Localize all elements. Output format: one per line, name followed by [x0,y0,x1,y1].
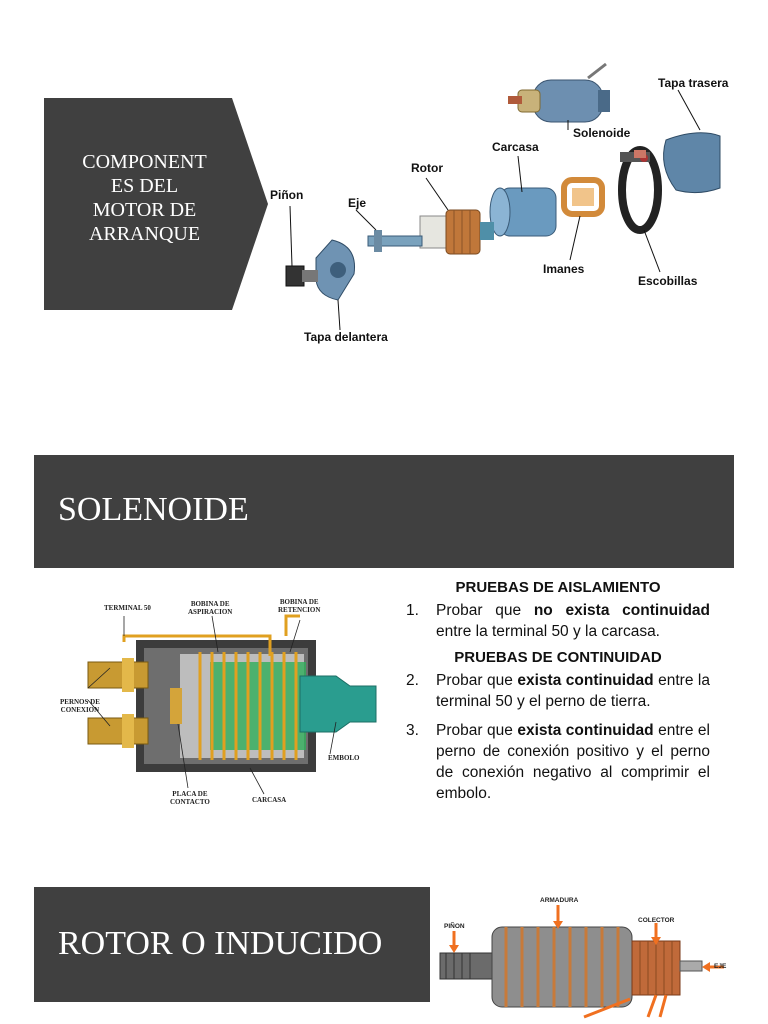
label-eje-rotor: EJE [714,963,727,970]
label-terminal-50: TERMINAL 50 [104,604,151,612]
section-title-components: COMPONENT ES DEL MOTOR DE ARRANQUE [82,151,207,245]
label-carcasa: Carcasa [492,140,539,154]
label-bobina-retencion: BOBINA DE RETENCION [278,598,321,614]
label-tapa-delantera: Tapa delantera [304,330,388,344]
front-cover-part-icon [316,240,355,300]
rotor-part-icon [420,210,494,254]
starter-motor-exploded-diagram [268,60,758,360]
housing-part-icon [490,188,556,236]
label-pinon-rotor: PIÑON [444,923,465,930]
rotor-section-banner [34,887,430,1002]
label-rotor: Rotor [411,161,443,175]
label-placa-contacto: PLACA DE CONTACTO [170,790,210,806]
solenoid-cutaway-diagram [60,596,390,818]
label-carcasa-solenoide: CARCASA [252,796,287,804]
heading-pruebas-aislamiento: PRUEBAS DE AISLAMIENTO [455,579,661,596]
test-item-2: 2. Probar que exista continuidad entre la terminal 50 y el perno de tierra. [406,672,710,710]
solenoid-tests-list [406,576,710,804]
label-eje: Eje [348,196,367,210]
label-colector: COLECTOR [638,917,675,924]
solenoid-part-icon [508,64,610,122]
label-tapa-trasera: Tapa trasera [658,76,729,90]
label-armadura: ARMADURA [540,897,579,904]
rotor-title: ROTOR O INDUCIDO [58,925,383,962]
brushes-part-icon [620,150,658,230]
pinion-part-icon [286,266,318,286]
test-item-1: 1. Probar que no exista continuidad entre la terminal 50 y la carcasa. [406,602,711,640]
label-pinon: Piñon [270,188,304,202]
solenoide-title: SOLENOIDE [58,491,249,528]
rotor-armature-diagram [434,887,734,1024]
label-bobina-aspiracion: BOBINA DE ASPIRACION [188,600,233,616]
rear-cover-part-icon [664,133,720,193]
label-escobillas: Escobillas [638,274,698,288]
label-pernos-conexion: PERNOS DE CONEXION [60,698,100,714]
magnets-part-icon [564,180,602,214]
test-item-3: 3. Probar que exista continuidad entre el perno de conexión positivo y el perno de conexión negativo al comprimir el embolo. [406,722,710,802]
label-embolo: EMBOLO [328,754,360,762]
shaft-part-icon [368,230,422,252]
label-imanes: Imanes [543,262,585,276]
solenoide-section-banner [34,455,734,568]
heading-pruebas-continuidad: PRUEBAS DE CONTINUIDAD [454,649,662,666]
label-solenoide: Solenoide [573,126,631,140]
